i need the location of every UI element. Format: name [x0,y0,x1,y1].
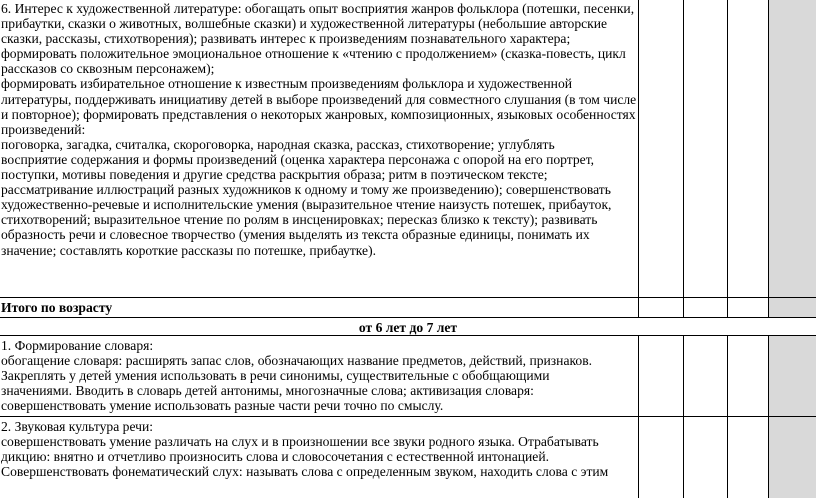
table-row-age-header [0,318,816,336]
table-row-sound [0,417,816,498]
text-line: дикцию: внятно и отчетливо произносить слова и словосочетания с естественной интонацией. [1,449,549,465]
score-cell-shaded [768,298,816,317]
table-row-vocabulary [0,336,816,417]
score-cell-shaded [768,417,816,498]
score-cell-3 [727,336,769,416]
text-line: значение; составлять короткие рассказы по потешке, прибаутке). [1,242,376,258]
text-line: Закреплять у детей умения использовать в речи синонимы, существительные с обобщающими [1,368,550,384]
text-line: и повторное); формировать представления о некоторых жанровых, композиционных, языковых особенностях [1,106,636,122]
text-line: 6. Интерес к художественной литературе: обогащать опыт восприятия жанров фольклора (потешки, песенки, [1,1,635,16]
text-line: восприятие содержания и формы произведений (оценка характера персонажа с опорой на его портрет, [1,151,595,167]
score-cell-3 [727,0,769,297]
score-cell-1 [638,336,684,416]
text-line: формировать положительное эмоциональное отношение к «чтению с продолжением» (сказка-повесть, цикл [1,46,626,62]
text-line: совершенствовать умение использовать разные части речи точно по смыслу. [1,398,444,414]
text-line: сказки, рассказы, стихотворения); развивать интерес к произведениям познавательного характера; [1,31,571,47]
score-cell-1 [638,417,684,498]
text-line: 1. Формирование словаря: [1,338,154,353]
score-cell-2 [683,298,728,317]
text-line: Совершенствовать фонематический слух: называть слова с определенным звуком, находить слова с этим [1,464,609,480]
text-line: совершенствовать умение различать на слух и в произношении все звуки родного языка. Отрабатывать [1,434,599,450]
text-line: художественно-речевые и исполнительские умения (выразительное чтение наизусть потешек, прибауток, [1,197,612,213]
text-line: поступки, мотивы поведения и другие средства раскрытия образа; ритм в поэтическом тексте; [1,167,548,183]
score-cell-2 [683,417,728,498]
text-line: образность речи и словесное творчество (умения выделять из текста образные единицы, понимать их [1,227,590,243]
sound-cell [0,417,638,498]
age-header: от 6 лет до 7 лет [358,320,458,335]
score-cell-shaded [768,336,816,416]
text-line: 2. Звуковая культура речи: [1,419,154,434]
vocabulary-cell [0,336,638,416]
text-line: прибаутки, сказки о животных, волшебные сказки) и художественной литературы (небольшие авторские [1,16,608,32]
text-line: литературы, поддерживать инициативу детей в выборе произведений для совместного слушания (в том числе [1,91,637,107]
text-line: поговорка, загадка, считалка, скороговорка, народная сказка, рассказ, стихотворение; углублять [1,136,555,152]
text-line: формировать избирательное отношение к известным произведениям фольклора и художественной [1,76,573,92]
score-cell-2 [683,336,728,416]
text-line: рассматривание иллюстраций разных художников к одному и тому же произведению); совершенствовать [1,182,611,198]
score-cell-2 [683,0,728,297]
text-line: рассказов со сквозным персонажем); [1,61,215,77]
score-cell-1 [638,298,684,317]
score-cell-1 [638,0,684,297]
text-line: значениями. Вводить в словарь детей антонимы, многозначные слова; активизация словаря: [1,383,534,399]
score-cell-3 [727,417,769,498]
text-line: произведений: [1,121,86,137]
text-line: стихотворений; выразительное чтение по ролям в инсценировках; пересказ близко к тексту); развивать [1,212,598,228]
score-cell-shaded [768,0,816,297]
text-line: обогащение словаря: расширять запас слов, обозначающих название предметов, действий, признаков. [1,353,593,369]
total-label [0,298,638,317]
total-text: Итого по возрасту [1,300,113,315]
literature-cell [0,0,638,297]
table-row-total [0,298,816,318]
score-cell-3 [727,298,769,317]
